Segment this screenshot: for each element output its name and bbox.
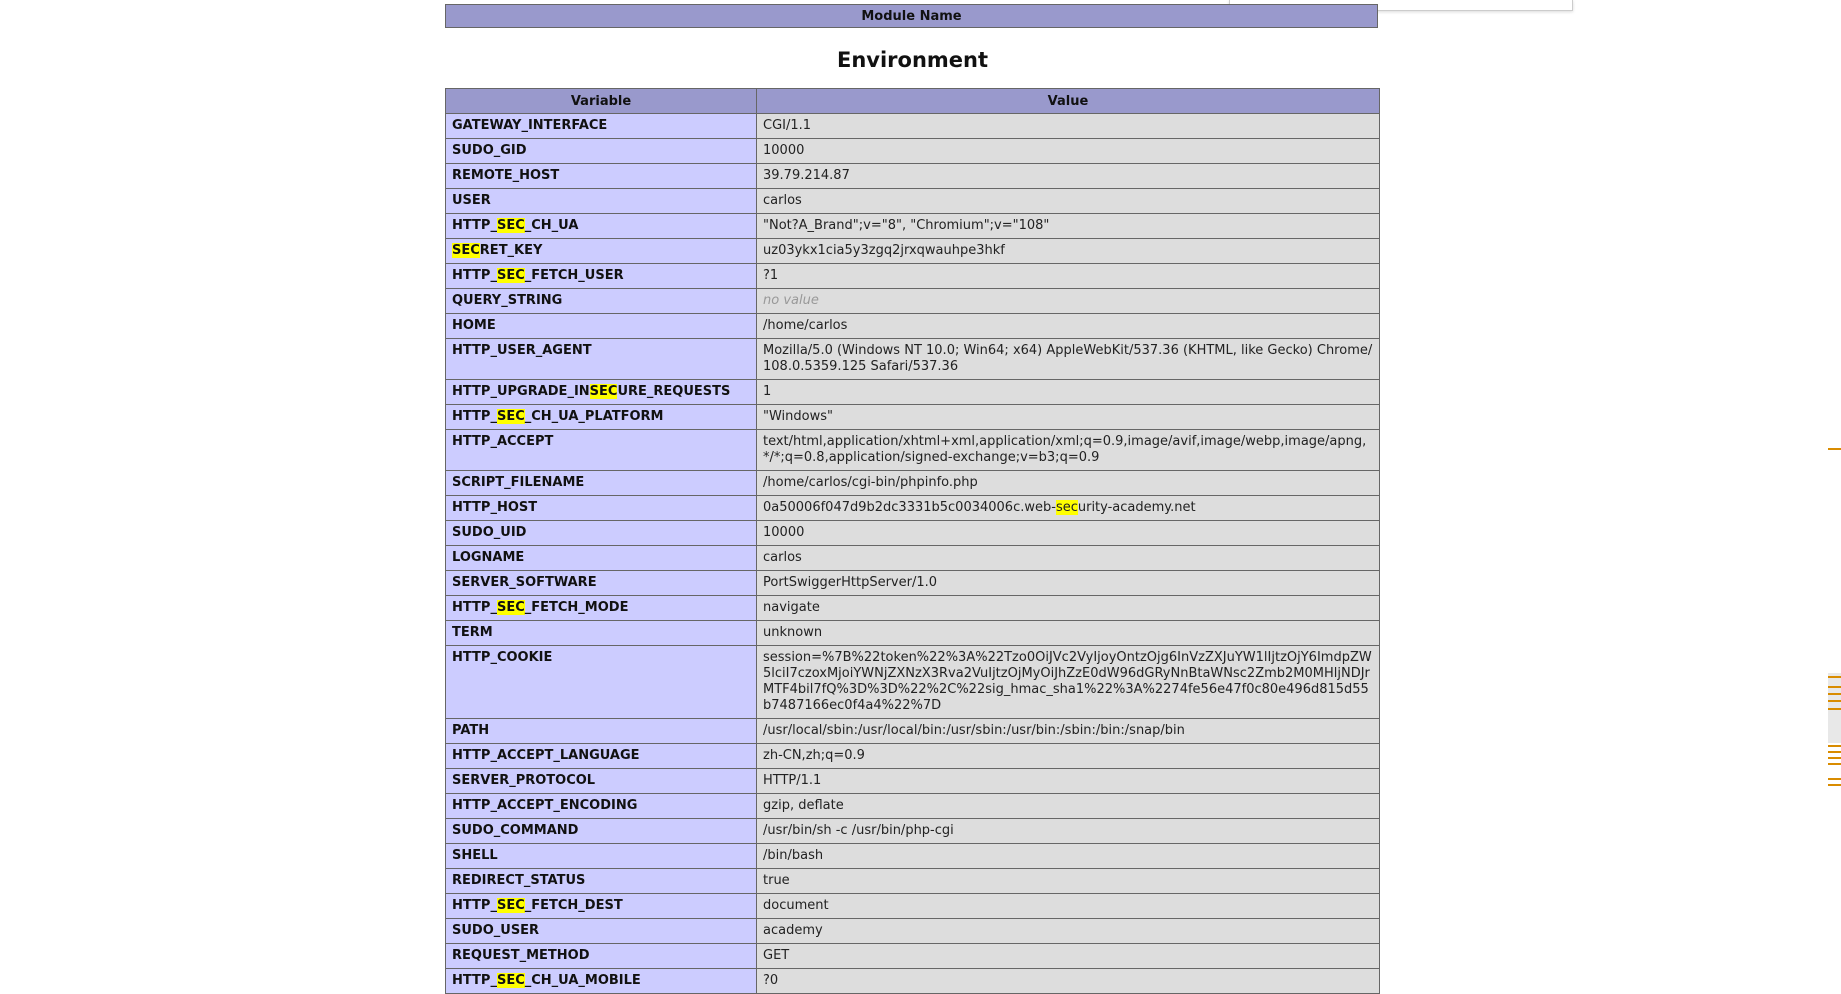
value-text: 0a50006f047d9b2dc3331b5c0034006c.web- <box>763 500 1056 515</box>
value-cell <box>757 869 1380 894</box>
value-text: "Windows" <box>763 409 833 424</box>
variable-cell <box>446 894 757 919</box>
search-highlight: SEC <box>496 409 525 424</box>
variable-text: HTTP_ <box>452 409 497 424</box>
variable-cell <box>446 646 757 719</box>
table-row <box>446 819 1380 844</box>
search-match-marker <box>1828 751 1841 753</box>
search-match-marker <box>1828 763 1841 765</box>
table-row <box>446 546 1380 571</box>
value-text: GET <box>763 948 790 963</box>
variable-cell <box>446 571 757 596</box>
variable-text: _CH_UA <box>524 218 579 233</box>
variable-text: HTTP_ACCEPT_LANGUAGE <box>452 748 640 763</box>
variable-cell <box>446 264 757 289</box>
value-cell <box>757 380 1380 405</box>
value-cell <box>757 471 1380 496</box>
value-cell <box>757 646 1380 719</box>
value-text: carlos <box>763 193 802 208</box>
variable-cell <box>446 944 757 969</box>
search-match-marker <box>1828 784 1841 786</box>
value-text: unknown <box>763 625 823 640</box>
value-text: document <box>763 898 829 913</box>
search-highlight: SEC <box>452 243 480 258</box>
variable-text: HTTP_ <box>452 973 497 988</box>
variable-cell <box>446 719 757 744</box>
value-cell <box>757 239 1380 264</box>
value-text: ?1 <box>763 268 779 283</box>
table-row <box>446 794 1380 819</box>
value-text: academy <box>763 923 823 938</box>
table-row <box>446 869 1380 894</box>
value-cell <box>757 521 1380 546</box>
variable-text: USER <box>452 193 491 208</box>
variable-text: SUDO_COMMAND <box>452 823 579 838</box>
variable-text: PATH <box>452 723 490 738</box>
value-cell <box>757 114 1380 139</box>
value-text: 39.79.214.87 <box>763 168 850 183</box>
table-row <box>446 314 1380 339</box>
variable-text: SUDO_UID <box>452 525 527 540</box>
variable-text: QUERY_STRING <box>452 293 563 308</box>
search-match-marker <box>1828 708 1841 710</box>
value-cell <box>757 571 1380 596</box>
variable-cell <box>446 794 757 819</box>
table-row <box>446 289 1380 314</box>
value-text: /usr/bin/sh -c /usr/bin/php-cgi <box>763 823 954 838</box>
value-text: text/html,application/xhtml+xml,application/xml;q=0.9,image/avif,image/webp,image/apng,*/*;q=0.8,application/signed-exchange;v=b3;q=0.9 <box>763 434 1367 465</box>
value-text: zh-CN,zh;q=0.9 <box>763 748 865 763</box>
variable-cell <box>446 214 757 239</box>
variable-text: HTTP_ <box>452 898 497 913</box>
value-cell <box>757 214 1380 239</box>
table-row <box>446 769 1380 794</box>
value-cell <box>757 819 1380 844</box>
variable-text: SERVER_SOFTWARE <box>452 575 597 590</box>
variable-text: HTTP_ACCEPT_ENCODING <box>452 798 638 813</box>
variable-text: HTTP_HOST <box>452 500 538 515</box>
value-text: CGI/1.1 <box>763 118 812 133</box>
variable-text: SHELL <box>452 848 498 863</box>
variable-text: HTTP_USER_AGENT <box>452 343 592 358</box>
variable-text: _FETCH_DEST <box>524 898 623 913</box>
variable-text: REDIRECT_STATUS <box>452 873 586 888</box>
table-row <box>446 919 1380 944</box>
search-highlight: sec <box>1055 500 1078 515</box>
search-match-marker <box>1828 448 1841 450</box>
search-match-marker <box>1828 745 1841 747</box>
variable-text: SUDO_GID <box>452 143 527 158</box>
value-cell <box>757 794 1380 819</box>
variable-cell <box>446 744 757 769</box>
column-header-value: Value <box>757 89 1380 114</box>
table-row <box>446 264 1380 289</box>
value-text: carlos <box>763 550 802 565</box>
table-row <box>446 571 1380 596</box>
search-match-marker <box>1828 757 1841 759</box>
value-text: true <box>763 873 790 888</box>
value-cell <box>757 314 1380 339</box>
table-row <box>446 719 1380 744</box>
variable-cell <box>446 405 757 430</box>
value-text: /home/carlos <box>763 318 848 333</box>
variable-cell <box>446 546 757 571</box>
variable-text: HTTP_ <box>452 268 497 283</box>
search-match-marker <box>1828 686 1841 688</box>
variable-text: LOGNAME <box>452 550 525 565</box>
variable-cell <box>446 621 757 646</box>
value-cell <box>757 546 1380 571</box>
variable-text: HTTP_ <box>452 600 497 615</box>
search-highlight: SEC <box>496 218 525 233</box>
variable-text: _CH_UA_PLATFORM <box>524 409 664 424</box>
value-text: Mozilla/5.0 (Windows NT 10.0; Win64; x64) AppleWebKit/537.36 (KHTML, like Gecko) Chrome/108.0.5359.125 Safari/537.36 <box>763 343 1373 374</box>
table-row <box>446 944 1380 969</box>
value-text: /home/carlos/cgi-bin/phpinfo.php <box>763 475 978 490</box>
variable-cell <box>446 471 757 496</box>
table-row <box>446 405 1380 430</box>
module-name-header: Module Name <box>445 4 1378 28</box>
table-row <box>446 114 1380 139</box>
variable-cell <box>446 919 757 944</box>
variable-text: SCRIPT_FILENAME <box>452 475 585 490</box>
value-text: gzip, deflate <box>763 798 844 813</box>
variable-cell <box>446 430 757 471</box>
table-row <box>446 894 1380 919</box>
value-text: HTTP/1.1 <box>763 773 822 788</box>
variable-text: HTTP_ACCEPT <box>452 434 554 449</box>
value-text: urity-academy.net <box>1077 500 1196 515</box>
environment-table <box>445 88 1380 994</box>
page-scrollbar[interactable] <box>1825 0 1841 977</box>
variable-text: GATEWAY_INTERFACE <box>452 118 608 133</box>
variable-cell <box>446 289 757 314</box>
variable-cell <box>446 869 757 894</box>
search-match-marker <box>1828 778 1841 780</box>
value-cell-empty <box>757 289 1380 314</box>
variable-cell <box>446 521 757 546</box>
value-text: 10000 <box>763 143 805 158</box>
table-row <box>446 471 1380 496</box>
search-highlight: SEC <box>496 973 525 988</box>
variable-cell <box>446 969 757 994</box>
variable-text: _CH_UA_MOBILE <box>524 973 641 988</box>
table-row <box>446 430 1380 471</box>
search-highlight: SEC <box>496 600 525 615</box>
table-row <box>446 380 1380 405</box>
variable-cell <box>446 314 757 339</box>
search-highlight: SEC <box>496 898 525 913</box>
table-row <box>446 646 1380 719</box>
variable-text: REQUEST_METHOD <box>452 948 590 963</box>
value-text: uz03ykx1cia5y3zgq2jrxqwauhpe3hkf <box>763 243 1005 258</box>
value-cell <box>757 944 1380 969</box>
column-header-variable: Variable <box>446 89 757 114</box>
variable-cell <box>446 114 757 139</box>
variable-text: _FETCH_USER <box>524 268 624 283</box>
value-text: no value <box>763 293 819 308</box>
variable-text: _FETCH_MODE <box>524 600 629 615</box>
table-row <box>446 339 1380 380</box>
value-cell <box>757 339 1380 380</box>
value-cell <box>757 894 1380 919</box>
table-row <box>446 239 1380 264</box>
table-row <box>446 521 1380 546</box>
variable-text: HTTP_COOKIE <box>452 650 553 665</box>
variable-cell <box>446 769 757 794</box>
value-cell <box>757 164 1380 189</box>
table-row <box>446 596 1380 621</box>
table-row <box>446 139 1380 164</box>
variable-cell <box>446 844 757 869</box>
value-text: session=%7B%22token%22%3A%22Tzo0OiJVc2VyIjoyOntzOjg6InVzZXJuYW1lIjtzOjY6ImdpZW5lciI7czoxMjoiYWNjZXNzX3Rva2VuIjtzOjMyOiJhZzE0dW96dGRyNnBtaWNsc2Zmb2M0MHljNDJrMTF4bil7fQ%3D%3D%22%2C%22sig_hmac_sha1%22%3A%2274fe56e47f0c80e496d815d55b7487166ec0f4a4%22%7D <box>763 650 1372 713</box>
table-row <box>446 744 1380 769</box>
variable-text: REMOTE_HOST <box>452 168 560 183</box>
value-text: "Not?A_Brand";v="8", "Chromium";v="108" <box>763 218 1050 233</box>
value-cell <box>757 405 1380 430</box>
value-text: ?0 <box>763 973 779 988</box>
environment-title: Environment <box>836 48 989 72</box>
variable-cell <box>446 164 757 189</box>
value-text: 10000 <box>763 525 805 540</box>
table-header-row <box>446 89 1380 114</box>
table-row <box>446 496 1380 521</box>
search-highlight: SEC <box>496 268 525 283</box>
value-cell <box>757 844 1380 869</box>
search-match-marker <box>1828 693 1841 695</box>
search-highlight: SEC <box>589 384 618 399</box>
variable-cell <box>446 819 757 844</box>
value-cell <box>757 189 1380 214</box>
value-text: /usr/local/sbin:/usr/local/bin:/usr/sbin:/usr/bin:/sbin:/bin:/snap/bin <box>763 723 1185 738</box>
variable-cell <box>446 189 757 214</box>
value-text: PortSwiggerHttpServer/1.0 <box>763 575 938 590</box>
value-cell <box>757 769 1380 794</box>
table-row <box>446 214 1380 239</box>
search-match-marker <box>1828 700 1841 702</box>
value-text: navigate <box>763 600 820 615</box>
variable-text: SUDO_USER <box>452 923 540 938</box>
variable-text: HOME <box>452 318 496 333</box>
variable-text: SERVER_PROTOCOL <box>452 773 596 788</box>
value-cell <box>757 596 1380 621</box>
table-row <box>446 844 1380 869</box>
variable-text: URE_REQUESTS <box>617 384 731 399</box>
variable-cell <box>446 239 757 264</box>
value-cell <box>757 744 1380 769</box>
value-cell <box>757 430 1380 471</box>
search-match-marker <box>1828 676 1841 678</box>
variable-text: RET_KEY <box>479 243 543 258</box>
table-row <box>446 189 1380 214</box>
value-cell <box>757 919 1380 944</box>
value-cell <box>757 139 1380 164</box>
variable-cell <box>446 596 757 621</box>
variable-cell <box>446 380 757 405</box>
variable-text: HTTP_UPGRADE_IN <box>452 384 590 399</box>
value-cell <box>757 621 1380 646</box>
value-cell <box>757 264 1380 289</box>
variable-text: TERM <box>452 625 493 640</box>
variable-cell <box>446 496 757 521</box>
value-text: 1 <box>763 384 772 399</box>
table-row <box>446 969 1380 994</box>
value-cell <box>757 719 1380 744</box>
table-row <box>446 621 1380 646</box>
value-cell <box>757 969 1380 994</box>
value-text: /bin/bash <box>763 848 824 863</box>
variable-cell <box>446 339 757 380</box>
variable-cell <box>446 139 757 164</box>
value-cell <box>757 496 1380 521</box>
table-row <box>446 164 1380 189</box>
variable-text: HTTP_ <box>452 218 497 233</box>
